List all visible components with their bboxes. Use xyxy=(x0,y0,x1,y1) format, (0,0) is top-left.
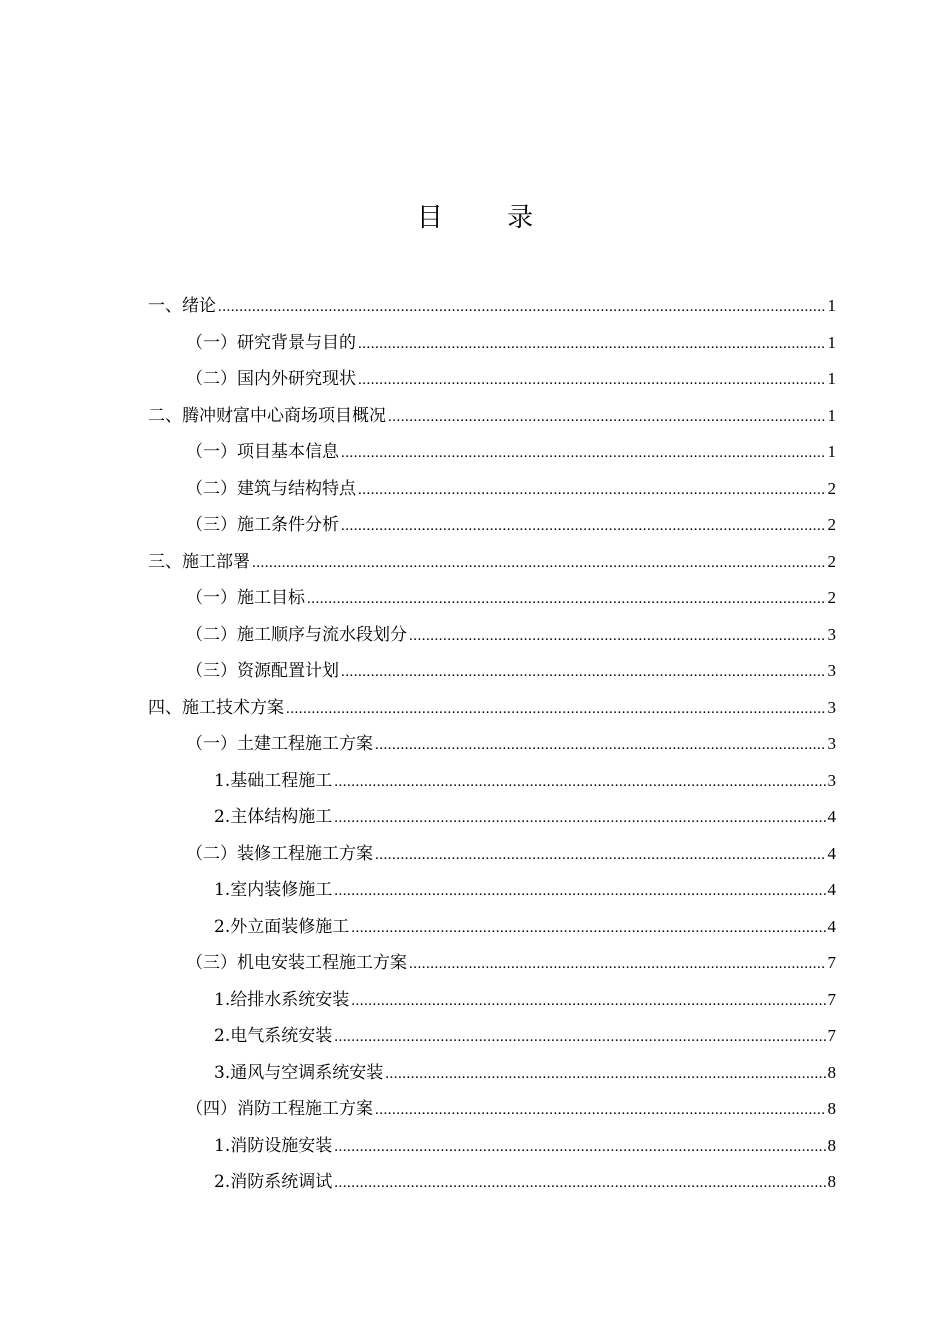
toc-page-number: 3 xyxy=(827,697,836,717)
toc-entry[interactable] xyxy=(148,1091,836,1128)
toc-entry-label: 3.通风与空调系统安装 xyxy=(214,1062,384,1083)
toc-dot-leader xyxy=(409,946,826,983)
toc-page-number: 1 xyxy=(827,405,836,425)
toc-dot-leader xyxy=(358,362,826,399)
toc-entry[interactable] xyxy=(148,763,836,800)
toc-dot-leader xyxy=(375,727,826,764)
toc-entry[interactable] xyxy=(148,434,836,471)
toc-dot-leader xyxy=(334,1019,825,1056)
toc-dot-leader xyxy=(334,800,825,837)
page-title: 目 录 xyxy=(416,203,562,233)
toc-entry-label: （一）研究背景与目的 xyxy=(186,332,356,353)
toc-entry-label: （三）机电安装工程施工方案 xyxy=(186,953,407,973)
toc-page-number: 2 xyxy=(827,478,836,498)
toc-entry[interactable] xyxy=(148,799,836,836)
toc-page-number: 4 xyxy=(827,807,836,826)
toc-entry-label: 2.电气系统安装 xyxy=(214,1026,333,1046)
toc-entry[interactable] xyxy=(148,1055,836,1092)
toc-entry-label: （一）施工目标 xyxy=(186,588,305,608)
toc-entry-label: 一、绪论 xyxy=(148,296,216,316)
toc-page-number: 3 xyxy=(827,624,836,644)
toc-page-number: 1 xyxy=(827,296,836,315)
toc-dot-leader xyxy=(388,399,826,436)
toc-entry-label: 1.室内装修施工 xyxy=(214,880,333,900)
toc-page-number: 8 xyxy=(827,1099,836,1118)
toc-entry[interactable] xyxy=(148,1128,836,1165)
table-of-contents xyxy=(148,288,836,1201)
toc-page-number: 7 xyxy=(827,953,836,972)
toc-page-number: 1 xyxy=(827,332,836,352)
toc-dot-leader xyxy=(385,1056,825,1093)
toc-entry[interactable] xyxy=(148,690,836,727)
toc-entry-label: （三）施工条件分析 xyxy=(186,515,339,535)
toc-page-number: 3 xyxy=(827,661,836,680)
toc-page-number: 8 xyxy=(827,1135,836,1155)
toc-dot-leader xyxy=(351,910,825,947)
toc-dot-leader xyxy=(375,837,826,874)
toc-page-number: 7 xyxy=(827,1026,836,1045)
toc-page-number: 2 xyxy=(827,515,836,534)
toc-entry-label: 四、施工技术方案 xyxy=(148,697,284,718)
toc-entry[interactable] xyxy=(148,726,836,763)
toc-dot-leader xyxy=(375,1092,826,1129)
toc-dot-leader xyxy=(334,873,825,910)
toc-entry[interactable] xyxy=(148,544,836,581)
toc-entry-label: 2.消防系统调试 xyxy=(214,1172,333,1192)
toc-entry-label: （二）国内外研究现状 xyxy=(186,369,356,389)
toc-dot-leader xyxy=(409,618,826,655)
toc-dot-leader xyxy=(358,326,826,363)
toc-dot-leader xyxy=(351,983,825,1020)
toc-page-number: 3 xyxy=(827,734,836,753)
toc-page-number: 1 xyxy=(827,442,836,461)
toc-entry-label: 三、施工部署 xyxy=(148,551,250,572)
toc-entry[interactable] xyxy=(148,872,836,909)
toc-page-number: 2 xyxy=(827,551,836,571)
toc-entry[interactable] xyxy=(148,1018,836,1055)
toc-page-number: 8 xyxy=(827,1062,836,1082)
toc-entry-label: 1.基础工程施工 xyxy=(214,770,333,791)
toc-dot-leader xyxy=(341,435,826,472)
toc-entry-label: （一）项目基本信息 xyxy=(186,442,339,462)
toc-entry-label: （二）装修工程施工方案 xyxy=(186,843,373,864)
toc-dot-leader xyxy=(286,691,826,728)
toc-dot-leader xyxy=(341,654,826,691)
toc-entry[interactable] xyxy=(148,325,836,362)
toc-dot-leader xyxy=(252,545,826,582)
toc-entry-label: （一）土建工程施工方案 xyxy=(186,734,373,754)
toc-entry-label: （二）建筑与结构特点 xyxy=(186,478,356,499)
toc-page-number: 4 xyxy=(827,880,836,899)
toc-entry-label: 1.消防设施安装 xyxy=(214,1135,333,1156)
toc-entry[interactable] xyxy=(148,361,836,398)
toc-page-number: 1 xyxy=(827,369,836,388)
toc-entry-label: （二）施工顺序与流水段划分 xyxy=(186,624,407,645)
toc-dot-leader xyxy=(341,508,826,545)
toc-page-number: 8 xyxy=(827,1172,836,1191)
toc-dot-leader xyxy=(334,1165,825,1202)
toc-dot-leader xyxy=(218,289,826,326)
toc-page-number: 4 xyxy=(827,843,836,863)
toc-page-number: 3 xyxy=(827,770,836,790)
toc-entry[interactable] xyxy=(148,398,836,435)
toc-entry[interactable] xyxy=(148,617,836,654)
toc-entry-label: 1.给排水系统安装 xyxy=(214,989,350,1010)
toc-page-number: 4 xyxy=(827,916,836,936)
toc-dot-leader xyxy=(334,764,825,801)
toc-entry[interactable] xyxy=(148,1164,836,1201)
toc-entry-label: （三）资源配置计划 xyxy=(186,661,339,681)
toc-entry-label: 2.外立面装修施工 xyxy=(214,916,350,937)
toc-dot-leader xyxy=(334,1129,825,1166)
toc-entry[interactable] xyxy=(148,945,836,982)
toc-entry-label: 2.主体结构施工 xyxy=(214,807,333,827)
toc-dot-leader xyxy=(358,472,826,509)
toc-dot-leader xyxy=(307,581,826,618)
toc-entry[interactable] xyxy=(148,653,836,690)
toc-entry[interactable] xyxy=(148,507,836,544)
toc-entry[interactable] xyxy=(148,982,836,1019)
toc-entry[interactable] xyxy=(148,580,836,617)
toc-entry-label: 二、腾冲财富中心商场项目概况 xyxy=(148,405,386,426)
toc-entry-label: （四）消防工程施工方案 xyxy=(186,1099,373,1119)
toc-entry[interactable] xyxy=(148,909,836,946)
toc-page-number: 7 xyxy=(827,989,836,1009)
toc-entry[interactable] xyxy=(148,288,836,325)
toc-entry[interactable] xyxy=(148,836,836,873)
toc-page-number: 2 xyxy=(827,588,836,607)
toc-entry[interactable] xyxy=(148,471,836,508)
